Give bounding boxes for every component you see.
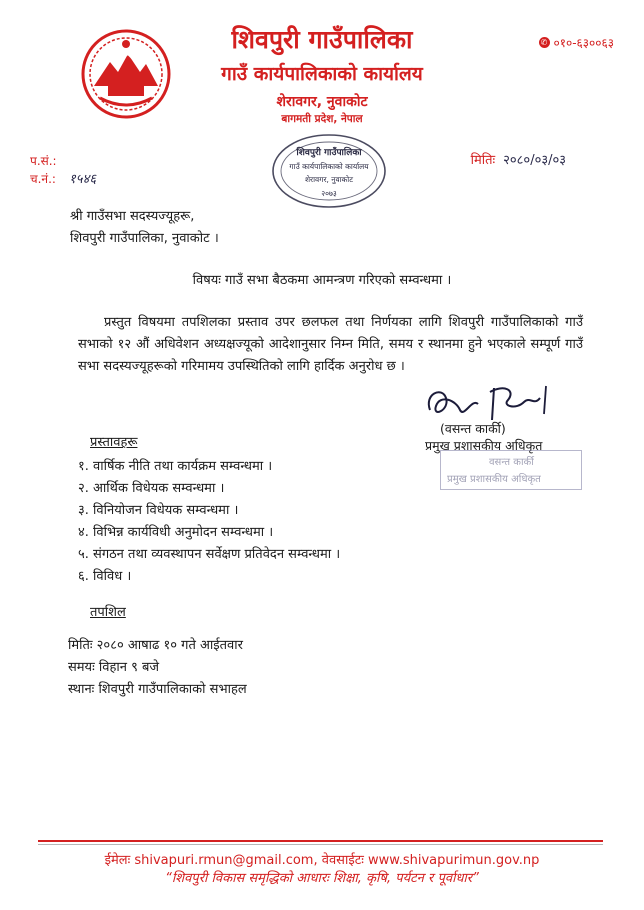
signatory-title: प्रमुख प्रशासकीय अधिकृत	[425, 438, 543, 453]
office-province: बागमती प्रदेश, नेपाल	[281, 113, 363, 125]
phone-contact	[539, 34, 615, 51]
office-name: शिवपुरी गाउँपालिका	[231, 25, 413, 54]
date-label: मितिः	[470, 153, 496, 168]
meeting-place: स्थानः शिवपुरी गाउँपालिकाको सभाहल	[68, 682, 247, 697]
footer-divider	[38, 840, 603, 842]
addressee-line-1: श्री गाउँसभा सदस्यज्यूहरू,	[70, 209, 195, 224]
phone-number: ०१०-६३००६३	[553, 36, 614, 50]
stamp-title: प्रमुख प्रशासकीय अधिकृत	[447, 474, 541, 485]
letter-subject: विषयः गाउँ सभा बैठकमा आमन्त्रण गरिएको सम्वन्धमा ।	[192, 273, 452, 288]
date-row	[471, 150, 566, 168]
footer-slogan: “शिवपुरी विकास समृद्धिको आधारः शिक्षा, कृषि, पर्यटन र पूर्वाधार”	[165, 871, 479, 886]
signatory-stamp	[440, 450, 582, 490]
ps-row	[30, 150, 57, 169]
list-item: ५. संगठन तथा व्यवस्थापन सर्वेक्षण प्रतिवेदन सम्वन्धमा ।	[78, 547, 341, 562]
ps-label: प.सं.:	[30, 154, 57, 168]
list-item: ६. विविध ।	[78, 569, 132, 584]
seal-line-3: शेरावगर, नुवाकोट	[304, 175, 354, 184]
seal-line-4: २०७३	[321, 189, 337, 198]
meeting-time: समयः विहान ९ बजे	[68, 660, 160, 675]
letter-body: प्रस्तुत विषयमा तपशिलका प्रस्ताव उपर छलफल तथा निर्णयका लागि शिवपुरी गाउँपालिकाको गाउँ सभाको १२ औं अधिवेशन अध्यक्षज्यूको आदेशानुसार निम्न मिति, समय र स्थानमा हुने भएकाले सम्पूर्ण गाउँ सभा सदस्यज्यूहरूको गरिमामय उपस्थितिको लागि हार्दिक अनुरोध छ ।	[78, 315, 583, 374]
cn-value: १५४६	[69, 172, 97, 187]
proposals-heading: प्रस्तावहरू	[90, 435, 138, 450]
meeting-date: मितिः २०८० आषाढ १० गते आईतवार	[68, 638, 243, 653]
details-block	[68, 635, 247, 701]
phone-icon: ✆	[539, 37, 550, 48]
details-heading: तपशिल	[90, 605, 126, 620]
list-item: ३. विनियोजन विधेयक सम्वन्धमा ।	[78, 503, 239, 518]
stamp-name: वसन्त कार्की	[489, 457, 534, 468]
office-seal-stamp	[268, 130, 390, 212]
list-item: ४. विभिन्न कार्यविधी अनुमोदन सम्वन्धमा ।	[78, 525, 274, 540]
cn-row	[30, 168, 96, 187]
list-item: २. आर्थिक विधेयक सम्वन्धमा ।	[78, 481, 225, 496]
cn-label: च.नं.:	[30, 172, 56, 186]
proposals-list	[78, 456, 340, 588]
addressee-line-2: शिवपुरी गाउँपालिका, नुवाकोट ।	[70, 231, 219, 246]
nepal-emblem-logo	[80, 28, 172, 120]
footer-divider-thin	[38, 844, 603, 845]
footer-contact: ईमेलः shivapuri.rmun@gmail.com, वेवसाईटः www.shivapurimun.gov.np	[104, 853, 540, 868]
signatory-name: (वसन्त कार्की)	[440, 421, 506, 436]
seal-line-1: शिवपुरी गाउँपालिका	[296, 148, 362, 158]
office-subtitle: गाउँ कार्यपालिकाको कार्यालय	[221, 63, 423, 85]
date-value: २०८०/०३/०३	[503, 153, 566, 168]
list-item: १. वार्षिक नीति तथा कार्यक्रम सम्वन्धमा ।	[78, 459, 273, 474]
seal-line-2: गाउँ कार्यपालिकाको कार्यालय	[289, 162, 369, 171]
office-location: शेरावगर, नुवाकोट	[276, 94, 368, 110]
